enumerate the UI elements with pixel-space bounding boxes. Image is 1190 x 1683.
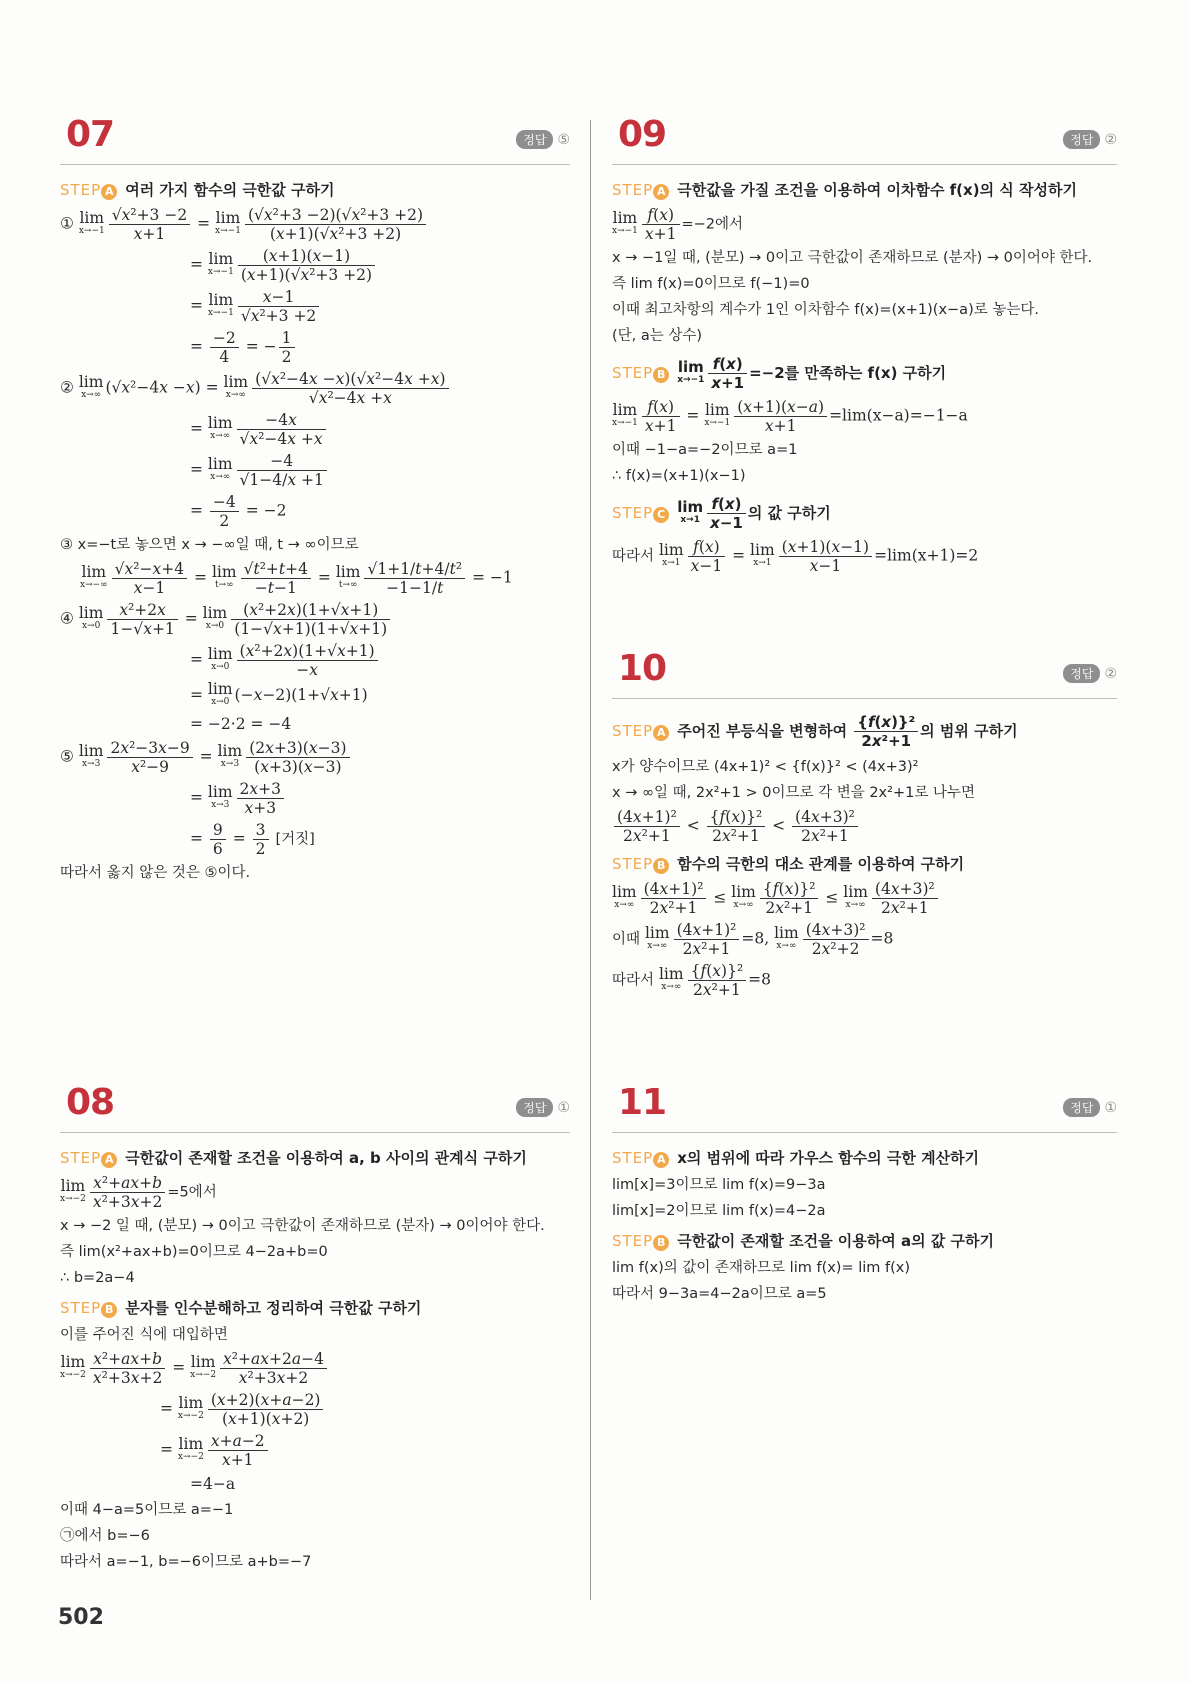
step-a: STEP A 극한값을 가질 조건을 이용하여 이차함수 f(x)의 식 작성하기 [612,181,1077,199]
text-line: x → −2 일 때, (분모) → 0이고 극한값이 존재하므로 (분자) → 0이어야 한다. [60,1218,545,1234]
math-line: = lim x→−2 $\frac{x+a-2}{x+1}$ [60,1432,570,1469]
step-b: STEP B 분자를 인수분해하고 정리하여 극한값 구하기 [60,1299,422,1317]
math-line: ⑤ lim x→3 $\frac{\text{2x²−3x−9}}{\text{x²−9}}$ = lim x→3 $\frac{(2x+3)(x-3)}{(x+3)(x-3)}$ [60,739,570,776]
step-a: STEP A 극한값이 존재할 조건을 이용하여 a, b 사이의 관계식 구하기 [60,1149,527,1167]
question-07 [60,114,570,888]
text-line: 따라서 9−3a=4−2a이므로 a=5 [612,1286,827,1302]
math-line: = lim x→∞ $\frac{-4x}{\text{√x²−4x +x}}$ [60,411,570,448]
column-divider [590,120,591,1600]
page-number: 502 [58,1605,104,1630]
step-b: STEP B 극한값이 존재할 조건을 이용하여 a의 값 구하기 [612,1232,994,1250]
math-line: = lim x→−1 $\frac{x-1}{\text{√x²+3 +2}}$ [60,288,570,325]
math-line: = $\frac{-2}{4}$ = − $\frac{1}{2}$ [60,329,570,366]
text-line: ∴ b=2a−4 [60,1270,135,1286]
step-a: STEP A 여러 가지 함수의 극한값 구하기 [60,181,335,199]
answer-badge: 정답 ⑤ [516,130,570,149]
math-line: =4−a [190,1475,236,1493]
answer-badge: 정답 ① [516,1098,570,1117]
math-line: = lim x→3 $\frac{2x+3}{x+3}$ [60,780,570,817]
question-header [612,648,1117,699]
question-08 [60,1082,570,1577]
text-line: lim f(x)의 값이 존재하므로 lim f(x)= lim f(x) [612,1260,911,1276]
math-line: $\frac{\text{(4x+1)²}}{\text{2x²+1}}$ < $\frac{\text{\{f(x)\}²}}{\text{2x²+1}}$ < $\frac{\text{(4x+3)²}}{\text{2x²+1}}$ [612,808,1117,845]
question-11 [612,1082,1117,1309]
question-number: 09 [618,114,667,155]
question-header [60,1082,570,1133]
conclusion: 따라서 옳지 않은 것은 ⑤이다. [60,865,251,881]
question-header [60,114,570,165]
math-line: lim x→−2 $\frac{\text{x²+ax+b}}{\text{x²+3x+2}}$ =5에서 [60,1174,217,1211]
math-line: 이때 lim x→∞ $\frac{\text{(4x+1)²}}{\text{2x²+1}}$ =8, lim x→∞ $\frac{\text{(4x+3)²}}{\text{2x²+2}}$ =8 [612,921,894,958]
question-number: 11 [618,1082,667,1123]
answer-badge: 정답 ② [1063,130,1117,149]
math-line: ② lim x→∞ (√x²−4x −x) = lim x→∞ $\frac{\text{(√x²−4x −x)(√x²−4x +x)}}{\text{√x²−4x +x}}$ [60,370,570,407]
step-c: STEP C lim x→1 $\frac{f(x)}{x-1}$ 의 값 구하기 [612,495,831,532]
step-a: STEP A x의 범위에 따라 가우스 함수의 극한 계산하기 [612,1149,980,1167]
math-line: lim x→−∞ $\frac{\text{√x²−x+4}}{x-1}$ = lim t→∞ $\frac{\text{√t²+t+4}}{-t-1}$ = lim t→∞ $\frac{\text{√1+1/t+4/t²}}{-1-1/t}$ = −1 [80,560,513,597]
question-09 [612,114,1117,579]
text-line: 즉 lim(x²+ax+b)=0이므로 4−2a+b=0 [60,1244,328,1260]
text-line: 이때 4−a=5이므로 a=−1 [60,1502,234,1518]
text-line: x → −1일 때, (분모) → 0이고 극한값이 존재하므로 (분자) → 0이어야 한다. [612,250,1093,266]
question-10 [612,648,1117,1003]
math-line: = lim x→0 $\frac{\text{(x²+2x)(1+√x+1)}}{-x}$ [60,642,570,679]
question-header [612,114,1117,165]
question-header [612,1082,1117,1133]
math-line: 따라서 lim x→1 $\frac{f(x)}{x-1}$ = lim x→1 $\frac{(x+1)(x-1)}{x-1}$ =lim(x+1)=2 [612,538,979,575]
math-line: = lim x→∞ $\frac{-4}{√1-4/x +1}$ [60,452,570,489]
text-line: ㉠에서 b=−6 [60,1528,150,1544]
text-line: 따라서 a=−1, b=−6이므로 a+b=−7 [60,1554,312,1570]
math-line: ① lim x→−1 $\frac{\text{√x²+3 −2}}{x+1}$ = lim x→−1 $\frac{\text{(√x²+3 −2)(√x²+3 +2)}}{\text{(x+1)(√x²+3 +2)}}$ [60,206,570,243]
step-b: STEP B lim x→−1 $\frac{f(x)}{x+1}$ =−2를 만족하는 f(x) 구하기 [612,355,947,392]
step-b: STEP B 함수의 극한의 대소 관계를 이용하여 구하기 [612,855,965,873]
text-line: ③ x=−t로 놓으면 x → −∞일 때, t → ∞이므로 [60,537,359,553]
math-line: 따라서 lim x→∞ $\frac{\text{\{f(x)\}²}}{\text{2x²+1}}$ =8 [612,962,772,999]
text-line: 이때 최고차항의 계수가 1인 이차함수 f(x)=(x+1)(x−a)로 놓는다. [612,302,1039,318]
math-line: lim x→−2 $\frac{\text{x²+ax+b}}{\text{x²+3x+2}}$ = lim x→−2 $\frac{\text{x²+ax+2a−4}}{\text{x²+3x+2}}$ [60,1350,570,1387]
math-line: lim x→∞ $\frac{\text{(4x+1)²}}{\text{2x²+1}}$ ≤ lim x→∞ $\frac{\text{\{f(x)\}²}}{\text{2x²+1}}$ ≤ lim x→∞ $\frac{\text{(4x+3)²}}{\text{2x²+1}}$ [612,880,1117,917]
answer-badge: 정답 ① [1063,1098,1117,1117]
question-number: 07 [66,114,115,155]
text-line: x가 양수이므로 (4x+1)² < {f(x)}² < (4x+3)² [612,759,919,775]
text-line: lim[x]=2이므로 lim f(x)=4−2a [612,1203,826,1219]
math-line: = lim x→0 (−x−2)(1+√x+1) [190,680,368,707]
text-line: 즉 lim f(x)=0이므로 f(−1)=0 [612,276,810,292]
text-line: x → ∞일 때, 2x²+1 > 0이므로 각 변을 2x²+1로 나누면 [612,785,975,801]
text-line: (단, a는 상수) [612,328,703,344]
question-number: 10 [618,648,667,689]
text-line: lim[x]=3이므로 lim f(x)=9−3a [612,1177,826,1193]
math-line: lim x→−1 $\frac{f(x)}{x+1}$ =−2에서 [612,206,744,243]
answer-badge: 정답 ② [1063,664,1117,683]
math-line: ④ lim x→0 $\frac{\text{x²+2x}}{1-√x+1}$ = lim x→0 $\frac{\text{(x²+2x)(1+√x+1)}}{(1-√x+1)(1+√x+1)}$ [60,601,570,638]
math-line: = lim x→−1 $\frac{(x+1)(x-1)}{\text{(x+1)(√x²+3 +2)}}$ [60,247,570,284]
math-line: lim x→−1 $\frac{f(x)}{x+1}$ = lim x→−1 $\frac{(x+1)(x-a)}{x+1}$ =lim(x−a)=−1−a [612,398,968,435]
math-line: = $\frac{9}{6}$ = $\frac{3}{2}$ [거짓] [190,821,315,858]
step-a: STEP A 주어진 부등식을 변형하여 $\frac{\text{\{f(x)\}²}}{\text{2x²+1}}$ 의 범위 구하기 [612,713,1018,750]
math-line: = −2·2 = −4 [190,715,292,733]
text-line: ∴ f(x)=(x+1)(x−1) [612,468,746,484]
math-line: = $\frac{-4}{2}$ = −2 [190,493,287,530]
text-line: 이때 −1−a=−2이므로 a=1 [612,442,798,458]
text-line: 이를 주어진 식에 대입하면 [60,1327,228,1343]
math-line: = lim x→−2 $\frac{(x+2)(x+a-2)}{(x+1)(x+2)}$ [60,1391,570,1428]
question-number: 08 [66,1082,115,1123]
